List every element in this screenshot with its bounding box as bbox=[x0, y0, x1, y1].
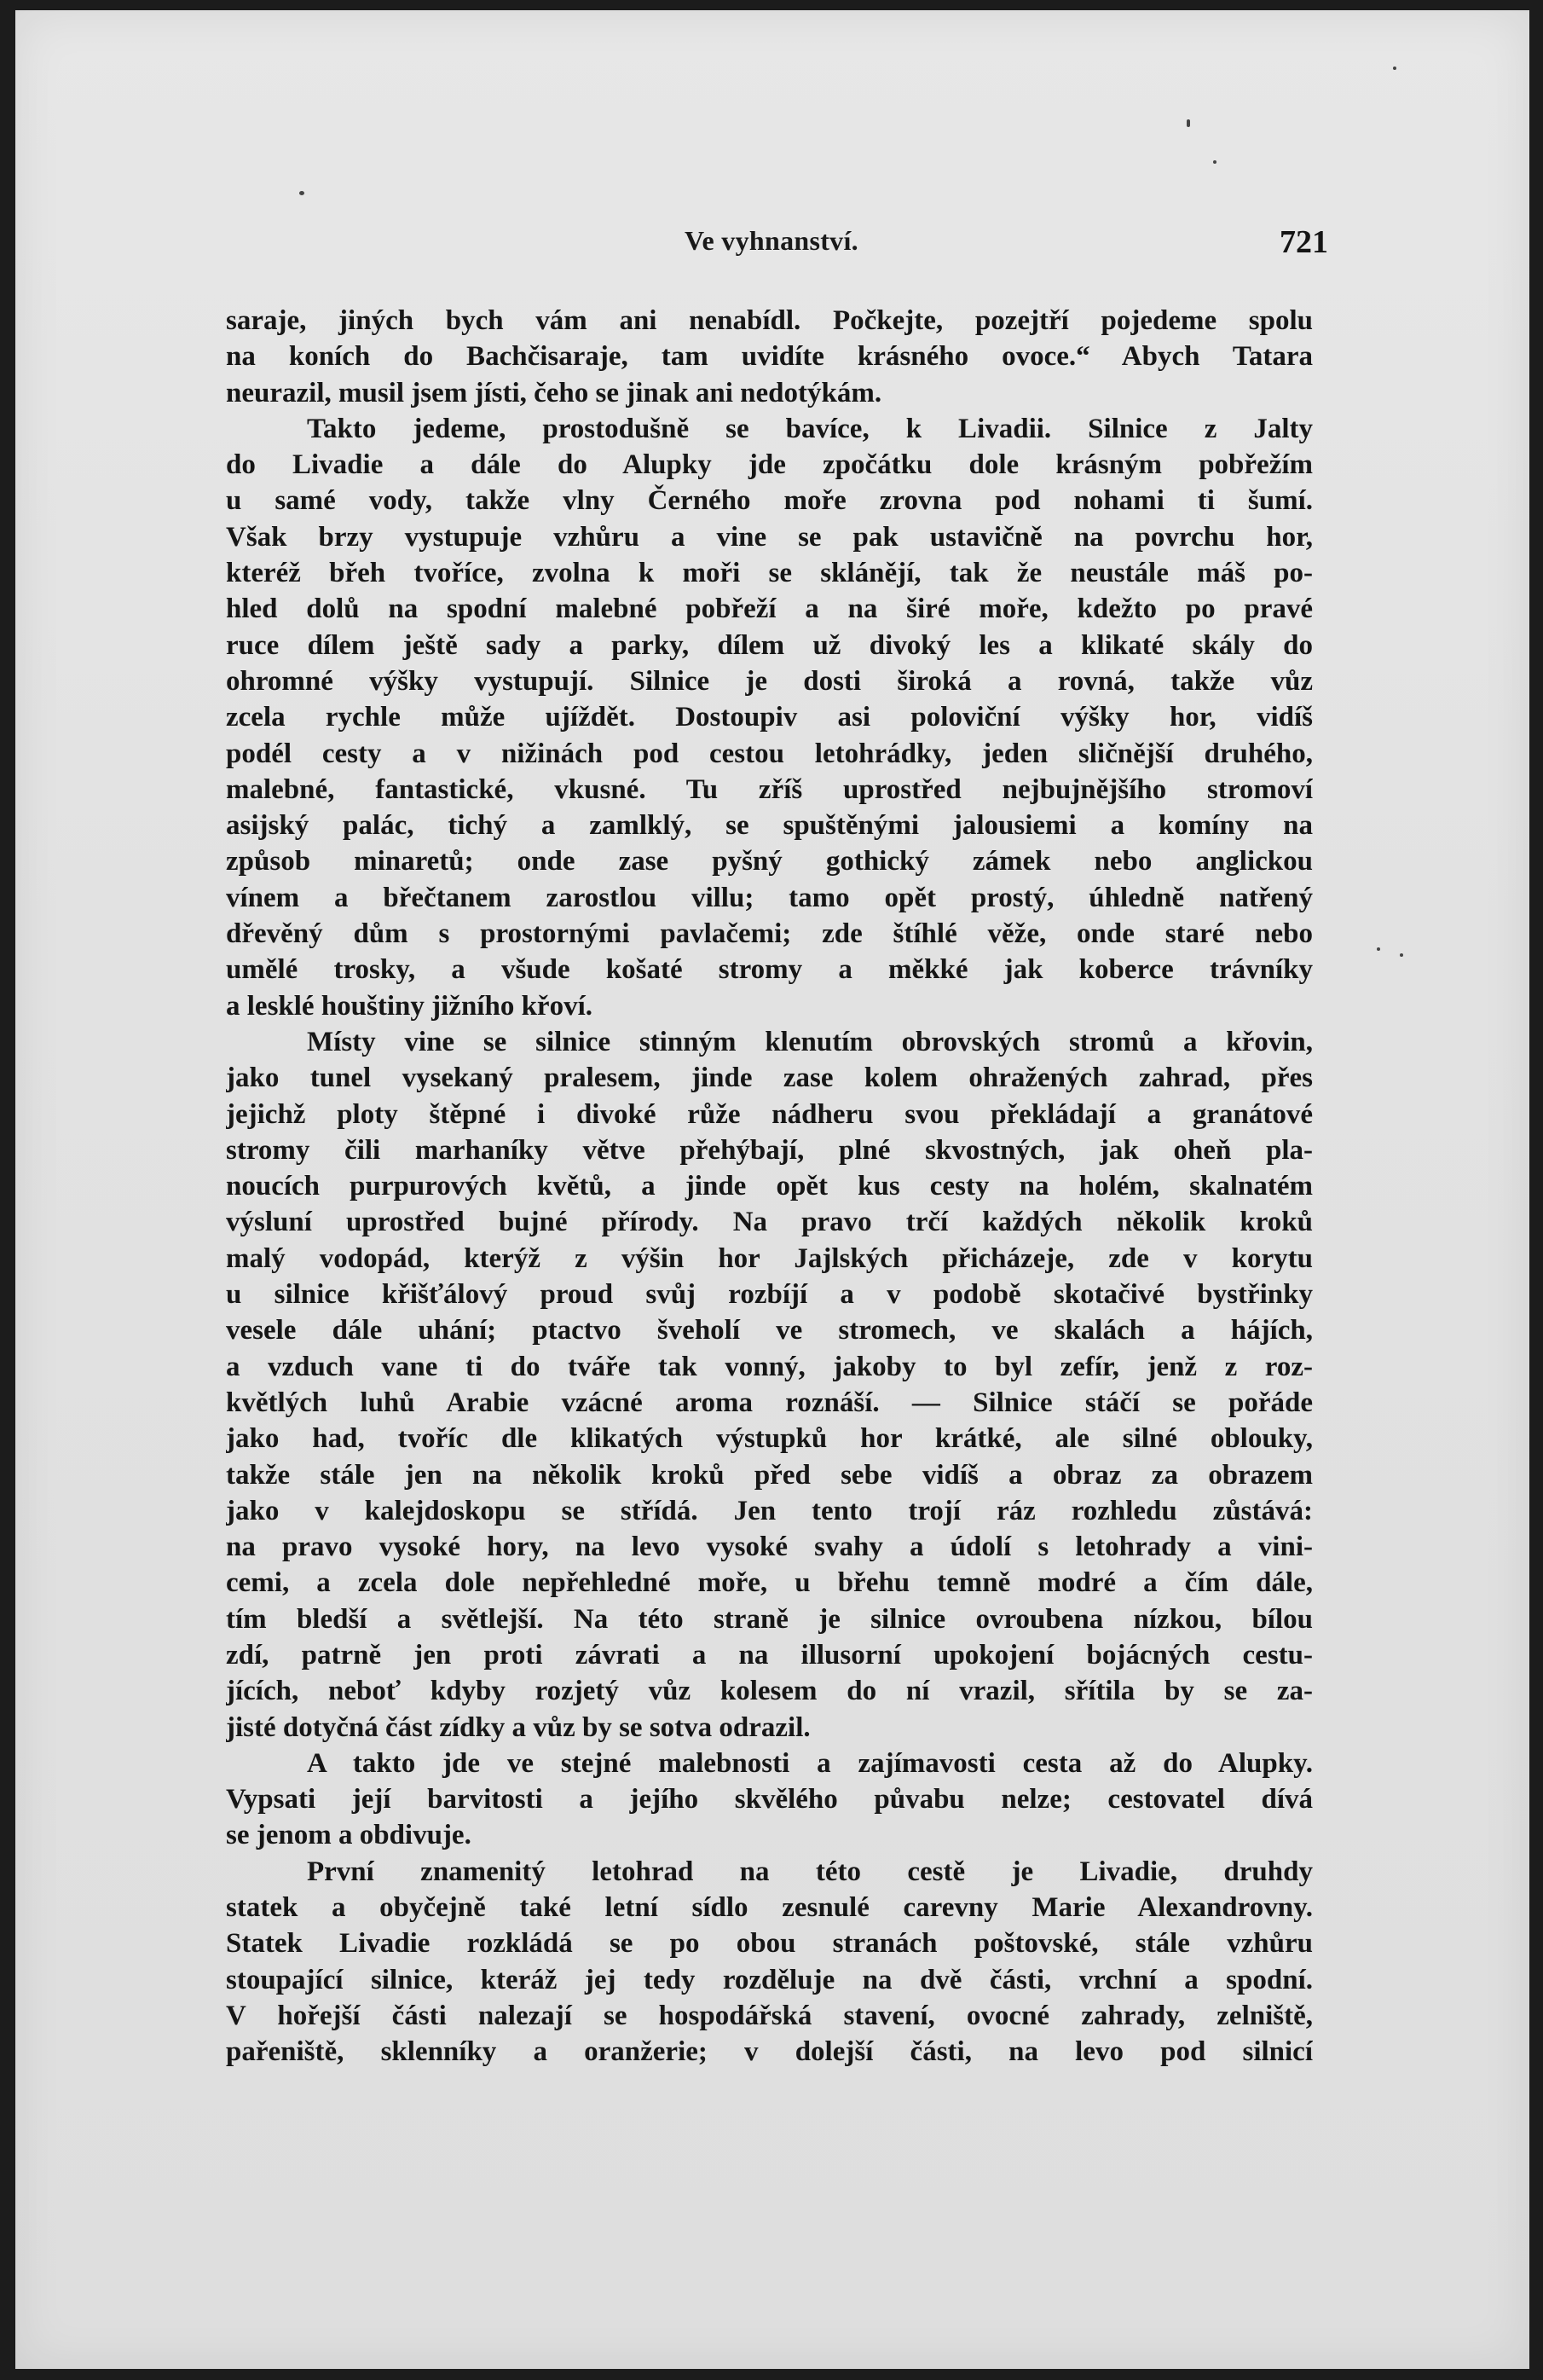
text-line: Statek Livadie rozkládá se po obou stranách poštovské, stále vzhůru bbox=[226, 1928, 1313, 1960]
paper-speck bbox=[1400, 953, 1403, 957]
text-line: V hořejší části nalezají se hospodářská stavení, ovocné zahrady, zelniště, bbox=[226, 2000, 1313, 2031]
paper-speck bbox=[1213, 160, 1216, 164]
text-line: zcela rychle může ujíždět. Dostoupiv asi poloviční výšky hor, vidíš bbox=[226, 702, 1313, 733]
text-line: podél cesty a v nižinách pod cestou letohrádky, jeden sličnější druhého, bbox=[226, 738, 1313, 769]
text-line: do Livadie a dále do Alupky jde zpočátku dole krásným pobřežím bbox=[226, 449, 1313, 481]
text-line: Vypsati její barvitosti a jejího skvělého půvabu nelze; cestovatel dívá bbox=[226, 1784, 1313, 1815]
text-line: asijský palác, tichý a zamlklý, se spuštěnými jalousiemi a komíny na bbox=[226, 810, 1313, 842]
text-line: cemi, a zcela dole nepřehledné moře, u břehu temně modré a čím dále, bbox=[226, 1567, 1313, 1599]
text-line: hled dolů na spodní malebné pobřeží a na širé moře, kdežto po pravé bbox=[226, 594, 1313, 625]
text-line: A takto jde ve stejné malebnosti a zajímavosti cesta až do Alupky. bbox=[307, 1747, 1313, 1779]
text-line: jako tunel vysekaný pralesem, jinde zase kolem ohražených zahrad, přes bbox=[226, 1063, 1313, 1094]
text-line: neurazil, musil jsem jísti, čeho se jinak ani nedotýkám. bbox=[226, 377, 882, 408]
text-line: u samé vody, takže vlny Černého moře zrovna pod nohami ti šumí. bbox=[226, 485, 1313, 517]
text-line: jících, neboť kdyby rozjetý vůz kolesem do ní vrazil, sřítila by se za- bbox=[226, 1676, 1313, 1707]
text-line: noucích purpurových květů, a jinde opět kus cesty na holém, skalnatém bbox=[226, 1171, 1313, 1202]
text-line: ohromné výšky vystupují. Silnice je dosti široká a rovná, takže vůz bbox=[226, 665, 1313, 697]
page-header bbox=[241, 225, 1328, 264]
running-head: Ve vyhnanství. bbox=[685, 225, 858, 256]
text-line: způsob minaretů; onde zase pyšný gothický zámek nebo anglickou bbox=[226, 846, 1313, 877]
text-line: Však brzy vystupuje vzhůru a vine se pak ustavičně na povrchu hor, bbox=[226, 521, 1313, 553]
text-line: malebné, fantastické, vkusné. Tu zříš uprostřed nejbujnějšího stromoví bbox=[226, 773, 1313, 805]
paper-speck bbox=[1393, 67, 1396, 70]
text-line: jako had, tvoříc dle klikatých výstupků hor krátké, ale silné oblouky, bbox=[226, 1423, 1313, 1455]
text-line: vínem a břečtanem zarostlou villu; tamo opět prostý, úhledně natřený bbox=[226, 882, 1313, 913]
body-text bbox=[226, 303, 1313, 2070]
text-line: umělé trosky, a všude košaté stromy a měkké jak koberce trávníky bbox=[226, 954, 1313, 986]
text-line: jako v kalejdoskopu se střídá. Jen tento trojí ráz rozhledu zůstává: bbox=[226, 1495, 1313, 1526]
paper-speck bbox=[1377, 947, 1380, 951]
text-line: pařeniště, sklenníky a oranžerie; v dolejší části, na levo pod silnicí bbox=[226, 2036, 1313, 2068]
text-line: První znamenitý letohrad na této cestě je Livadie, druhdy bbox=[307, 1856, 1313, 1887]
text-line: kteréž břeh tvoříce, zvolna k moři se sklánějí, tak že neustále máš po- bbox=[226, 558, 1313, 589]
text-line: Místy vine se silnice stinným klenutím obrovských stromů a křovin, bbox=[307, 1026, 1313, 1057]
text-line: se jenom a obdivuje. bbox=[226, 1820, 471, 1851]
text-line: ruce dílem ještě sady a parky, dílem už divoký les a klikaté skály do bbox=[226, 629, 1313, 661]
text-line: stromy čili marhaníky větve přehýbají, plné skvostných, jak oheň pla- bbox=[226, 1134, 1313, 1166]
text-line: Takto jedeme, prostodušně se bavíce, k Livadii. Silnice z Jalty bbox=[307, 413, 1313, 444]
text-line: vesele dále uhání; ptactvo šveholí ve stromech, ve skalách a hájích, bbox=[226, 1315, 1313, 1346]
text-line: saraje, jiných bych vám ani nenabídl. Počkejte, pozejtří pojedeme spolu bbox=[226, 305, 1313, 336]
text-line: takže stále jen na několik kroků před sebe vidíš a obraz za obrazem bbox=[226, 1459, 1313, 1491]
text-line: zdí, patrně jen proti závrati a na illusorní upokojení bojácných cestu- bbox=[226, 1639, 1313, 1671]
text-line: u silnice křišťálový proud svůj rozbíjí a v podobě skotačivé bystřinky bbox=[226, 1279, 1313, 1311]
text-line: dřevěný dům s prostornými pavlačemi; zde štíhlé věže, onde staré nebo bbox=[226, 918, 1313, 950]
paper-speck bbox=[299, 191, 304, 195]
paper-speck bbox=[1187, 119, 1190, 127]
text-line: výsluní uprostřed bujné přírody. Na pravo trčí každých několik kroků bbox=[226, 1207, 1313, 1238]
text-line: květlých luhů Arabie vzácné aroma roznáší. — Silnice stáčí se pořáde bbox=[226, 1387, 1313, 1418]
text-line: a vzduch vane ti do tváře tak vonný, jakoby to byl zefír, jenž z roz- bbox=[226, 1351, 1313, 1382]
text-line: malý vodopád, kterýž z výšin hor Jajlských přicházeje, zde v korytu bbox=[226, 1242, 1313, 1274]
text-line: a lesklé houštiny jižního křoví. bbox=[226, 990, 592, 1022]
page-number: 721 bbox=[1280, 224, 1328, 260]
text-line: stoupající silnice, kteráž jej tedy rozděluje na dvě části, vrchní a spodní. bbox=[226, 1964, 1313, 1995]
text-line: na koních do Bachčisaraje, tam uvidíte krásného ovoce.“ Abych Tatara bbox=[226, 341, 1313, 373]
text-line: jejichž ploty štěpné i divoké růže nádheru svou překládají a granátové bbox=[226, 1098, 1313, 1130]
text-line: jisté dotyčná část zídky a vůz by se sotva odrazil. bbox=[226, 1711, 811, 1743]
text-line: tím bledší a světlejší. Na této straně je silnice ovroubena nízkou, bílou bbox=[226, 1603, 1313, 1635]
text-line: statek a obyčejně také letní sídlo zesnulé carevny Marie Alexandrovny. bbox=[226, 1892, 1313, 1924]
text-line: na pravo vysoké hory, na levo vysoké svahy a údolí s letohrady a vini- bbox=[226, 1532, 1313, 1563]
